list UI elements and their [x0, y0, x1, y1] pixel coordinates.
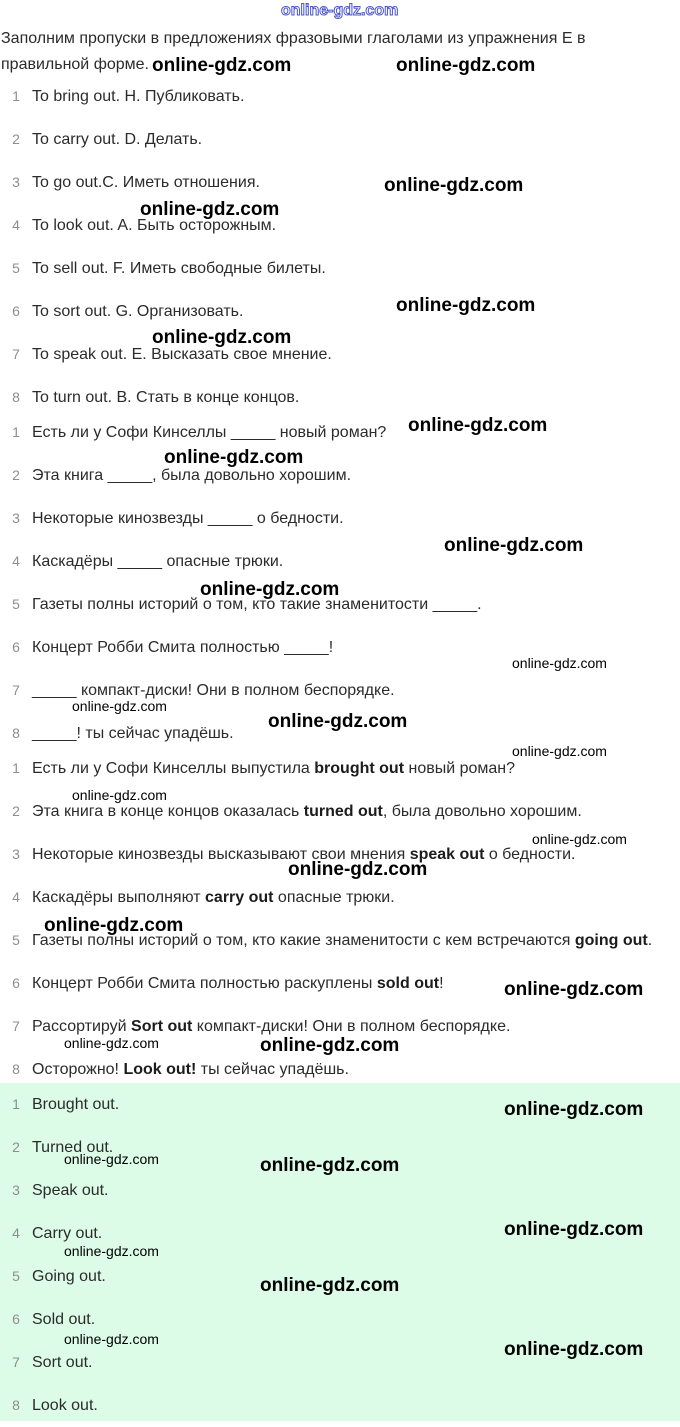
- item-text: Carry out.: [32, 1225, 103, 1242]
- highlighted-phrase: brought out: [314, 760, 405, 777]
- item-number: 3: [12, 1182, 20, 1198]
- sentence-part: Рассортируй: [32, 1018, 132, 1035]
- watermark: online-gdz.com: [260, 1275, 400, 1296]
- watermark: online-gdz.com: [260, 1035, 400, 1056]
- sentence-part: опасные трюки.: [273, 889, 395, 906]
- item-text: Эта книга _____, была довольно хорошим.: [32, 467, 352, 484]
- watermark: online-gdz.com: [152, 55, 292, 76]
- watermark: online-gdz.com: [504, 979, 644, 1000]
- watermark: online-gdz.com: [64, 1331, 159, 1347]
- item-number: 4: [12, 553, 20, 569]
- item-text: Sold out.: [32, 1311, 96, 1328]
- watermark: online-gdz.com: [164, 447, 304, 468]
- item-number: 2: [12, 131, 20, 147]
- item-text: Каскадёры _____ опасные трюки.: [32, 553, 284, 570]
- item-text: Look out.: [32, 1397, 98, 1414]
- item-number: 5: [12, 260, 20, 276]
- sentence-part: Концерт Робби Смита полностью раскуплены: [32, 975, 377, 992]
- sentence-part: Эта книга в конце концов оказалась: [32, 803, 304, 820]
- watermark: online-gdz.com: [444, 535, 584, 556]
- item-text: To sort out. G. Организовать.: [32, 303, 244, 320]
- item-number: 7: [12, 682, 20, 698]
- matching-item: [0, 247, 680, 290]
- item-number: 1: [12, 88, 20, 104]
- watermark: online-gdz.com: [72, 787, 167, 803]
- item-number: 5: [12, 596, 20, 612]
- highlighted-phrase: Sort out: [131, 1018, 193, 1035]
- item-number: 4: [12, 889, 20, 905]
- watermark: online-gdz.com: [64, 1035, 159, 1051]
- item-number: 3: [12, 510, 20, 526]
- highlighted-phrase: speak out: [409, 846, 485, 863]
- item-text: To bring out. H. Публиковать.: [32, 88, 245, 105]
- watermark: online-gdz.com: [72, 698, 167, 714]
- sentence-part: !: [439, 975, 444, 992]
- gap-sentence: [0, 411, 680, 454]
- item-number: 6: [12, 639, 20, 655]
- item-number: 3: [12, 174, 20, 190]
- watermark: online-gdz.com: [64, 1243, 159, 1259]
- watermark: online-gdz.com: [408, 415, 548, 436]
- item-number: 7: [12, 1018, 20, 1034]
- highlighted-phrase: sold out: [376, 975, 440, 992]
- item-number: 6: [12, 1311, 20, 1327]
- item-number: 6: [12, 975, 20, 991]
- item-number: 8: [12, 1397, 20, 1413]
- item-text: _____ компакт-диски! Они в полном беспорядке.: [32, 682, 395, 699]
- item-number: 8: [12, 389, 20, 405]
- header-watermark: online-gdz.com: [281, 2, 399, 19]
- item-number: 5: [12, 932, 20, 948]
- item-text: Brought out.: [32, 1096, 120, 1113]
- highlighted-phrase: carry out: [205, 889, 274, 906]
- item-number: 6: [12, 303, 20, 319]
- item-text: Speak out.: [32, 1182, 109, 1199]
- item-number: 1: [12, 760, 20, 776]
- item-number: 7: [12, 1354, 20, 1370]
- item-text: To carry out. D. Делать.: [32, 131, 203, 148]
- item-number: 3: [12, 846, 20, 862]
- matching-item: [0, 118, 680, 161]
- watermark: online-gdz.com: [396, 55, 536, 76]
- watermark: online-gdz.com: [512, 655, 607, 671]
- watermark: online-gdz.com: [44, 915, 184, 936]
- sentence-part: компакт-диски! Они в полном беспорядке.: [192, 1018, 511, 1035]
- watermark: online-gdz.com: [152, 327, 292, 348]
- sentence-part: о бедности.: [484, 846, 576, 863]
- item-text: Некоторые кинозвезды _____ о бедности.: [32, 510, 344, 527]
- watermark: online-gdz.com: [532, 831, 627, 847]
- item-text: Turned out.: [32, 1139, 114, 1156]
- sentence-part: Некоторые кинозвезды высказывают свои мнения: [32, 846, 410, 863]
- item-text: To speak out. E. Высказать свое мнение.: [32, 346, 332, 363]
- item-number: 2: [12, 467, 20, 483]
- watermark: online-gdz.com: [64, 1151, 159, 1167]
- gap-sentence: [0, 454, 680, 497]
- filled-sentence: [0, 876, 680, 919]
- sentence-part: , была довольно хорошим.: [382, 803, 582, 820]
- item-text: Концерт Робби Смита полностью _____!: [32, 639, 334, 656]
- matching-item: [0, 75, 680, 118]
- item-number: 7: [12, 346, 20, 362]
- item-text: To look out. A. Быть осторожным.: [32, 217, 277, 234]
- watermark: online-gdz.com: [288, 859, 428, 880]
- watermark: online-gdz.com: [260, 1155, 400, 1176]
- gap-sentence: [0, 583, 680, 626]
- highlighted-phrase: going out: [574, 932, 648, 949]
- phrasal-verb-list: [0, 75, 680, 419]
- watermark: online-gdz.com: [268, 711, 408, 732]
- item-number: 4: [12, 1225, 20, 1241]
- item-text: _____! ты сейчас упадёшь.: [32, 725, 234, 742]
- item-text: To go out.C. Иметь отношения.: [32, 174, 260, 191]
- item-number: 2: [12, 803, 20, 819]
- item-number: 8: [12, 1061, 20, 1077]
- matching-item: [0, 161, 680, 204]
- sentence-part: ты сейчас упадёшь.: [196, 1061, 349, 1078]
- item-text: [32, 962, 444, 1005]
- sentence-part: Есть ли у Софи Кинселлы выпустила: [32, 760, 315, 777]
- watermark: online-gdz.com: [504, 1339, 644, 1360]
- item-text: To sell out. F. Иметь свободные билеты.: [32, 260, 326, 277]
- watermark: online-gdz.com: [504, 1219, 644, 1240]
- watermark: online-gdz.com: [384, 175, 524, 196]
- item-number: 5: [12, 1268, 20, 1284]
- item-text: Sort out.: [32, 1354, 93, 1371]
- item-text: [32, 747, 515, 790]
- sentence-part: Газеты полны историй о том, кто какие знаменитости с кем встречаются: [32, 932, 575, 949]
- item-text: Газеты полны историй о том, кто такие знаменитости _____.: [32, 596, 482, 613]
- item-text: [32, 876, 395, 919]
- sentence-part: .: [647, 932, 653, 949]
- intro-text: Заполним пропуски в предложениях фразовыми глаголами из упражнения E в правильной форме.: [1, 30, 586, 73]
- gap-sentence: [0, 497, 680, 540]
- watermark: online-gdz.com: [504, 1099, 644, 1120]
- item-number: 1: [12, 1096, 20, 1112]
- item-number: 4: [12, 217, 20, 233]
- watermark: online-gdz.com: [200, 579, 340, 600]
- matching-item: [0, 204, 680, 247]
- item-number: 2: [12, 1139, 20, 1155]
- watermark: online-gdz.com: [512, 743, 607, 759]
- item-number: 8: [12, 725, 20, 741]
- item-text: Going out.: [32, 1268, 106, 1285]
- highlighted-phrase: turned out: [303, 803, 383, 820]
- matching-item: [0, 333, 680, 376]
- watermark: online-gdz.com: [140, 199, 280, 220]
- matching-item: [0, 290, 680, 333]
- sentence-part: новый роман?: [404, 760, 516, 777]
- sentence-part: Каскадёры выполняют: [32, 889, 206, 906]
- sentence-part: Осторожно!: [32, 1061, 124, 1078]
- item-text: To turn out. B. Стать в конце концов.: [32, 389, 300, 406]
- item-text: Есть ли у Софи Кинселлы _____ новый роман?: [32, 424, 387, 441]
- highlighted-phrase: Look out!: [123, 1061, 197, 1078]
- watermark: online-gdz.com: [396, 295, 536, 316]
- item-number: 1: [12, 424, 20, 440]
